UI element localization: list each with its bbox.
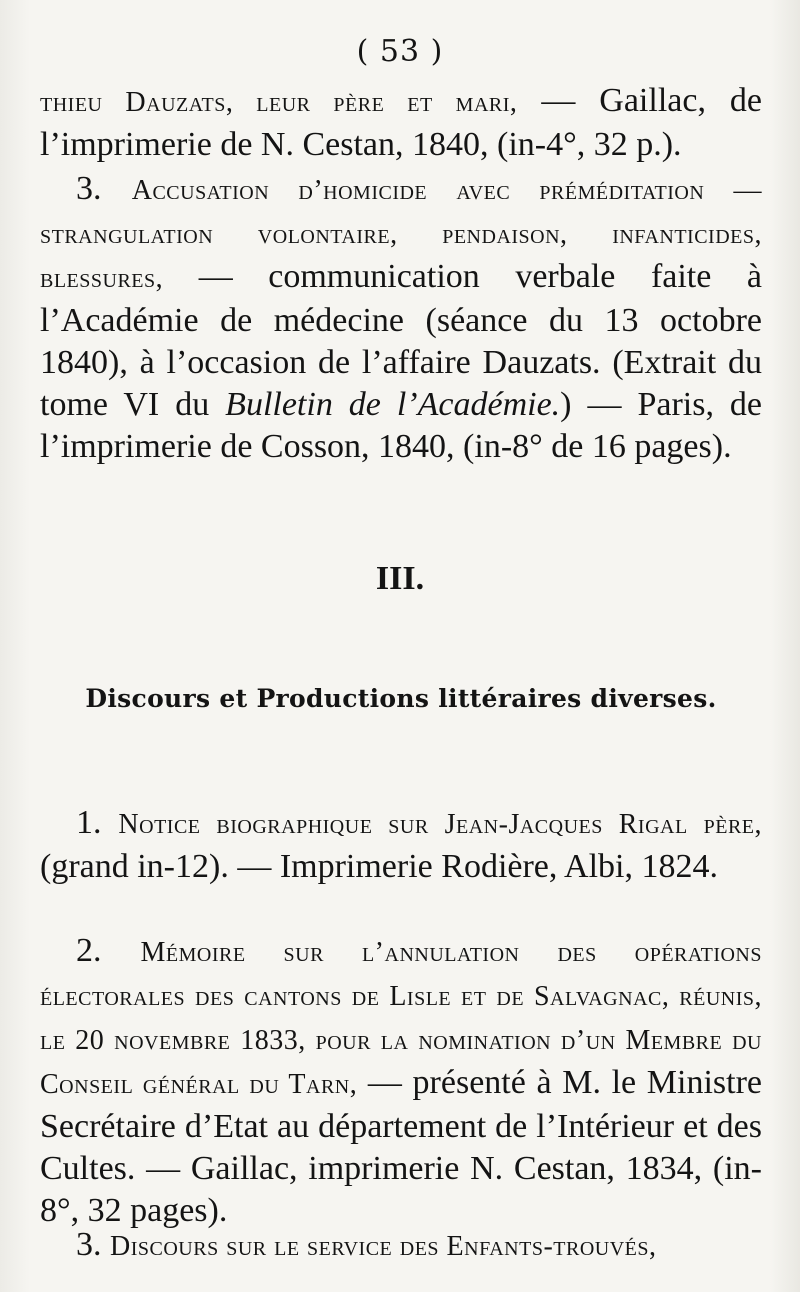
entry-text: (grand in-12). — Imprimerie Rodière, Albi, 1824.	[40, 848, 718, 885]
page-number: ( 53 )	[356, 34, 444, 69]
section-numeral: III.	[375, 560, 425, 597]
entry-3-discours	[40, 1224, 762, 1268]
entry-number: 2.	[76, 932, 141, 969]
entry-number: 1.	[76, 804, 119, 841]
entry-title-smallcaps: Accusation d’homicide avec préméditation — strangulation volontaire, pendaison, infanticides, blessures,	[40, 175, 763, 294]
entry-number: 3.	[76, 170, 132, 207]
entry-title-smallcaps: Mémoire sur l’annulation des opérations électorales des cantons de Lisle et de Salvagnac, réunis, le 20 novembre 1833, pour la nomination d’un Membre du Conseil général du Tarn,	[40, 937, 762, 1100]
entry-1-notice	[40, 802, 762, 888]
entry-title-smallcaps: Notice biographique sur Jean-Jacques Rigal père,	[118, 809, 762, 840]
entry-title-smallcaps: thieu Dauzats, leur père et mari,	[40, 87, 518, 118]
entry-2-memoire	[40, 930, 762, 1232]
entry-italic-title: Bulletin de l’Académie.	[225, 386, 561, 423]
entry-text: — présenté à M. le Ministre Secrétaire d’Etat au département de l’Intérieur et des Cultes. — Gaillac, imprimerie N. Cestan, 1834, (in-8°, 32 pages).	[40, 1064, 762, 1229]
section-heading: Discours et Productions littéraires diverses.	[85, 684, 717, 713]
entry-text: — Gaillac, de l’imprimerie de N. Cestan, 1840, (in-4°, 32 p.).	[40, 82, 762, 163]
entry-title-smallcaps: Discours sur le service des Enfants-trouvés,	[110, 1231, 657, 1262]
entry-number: 3.	[76, 1226, 110, 1263]
entry-3-accusation	[40, 168, 762, 468]
entry-text: — communication verbale faite à l’Académie de médecine (séance du 13 octobre 1840), à l’occasion de l’affaire Dauzats. (Extrait du tome VI du	[40, 258, 762, 423]
entry-continuation	[40, 80, 762, 166]
entry-text: ) — Paris, de l’imprimerie de Cosson, 1840, (in-8° de 16 pages).	[40, 386, 763, 465]
